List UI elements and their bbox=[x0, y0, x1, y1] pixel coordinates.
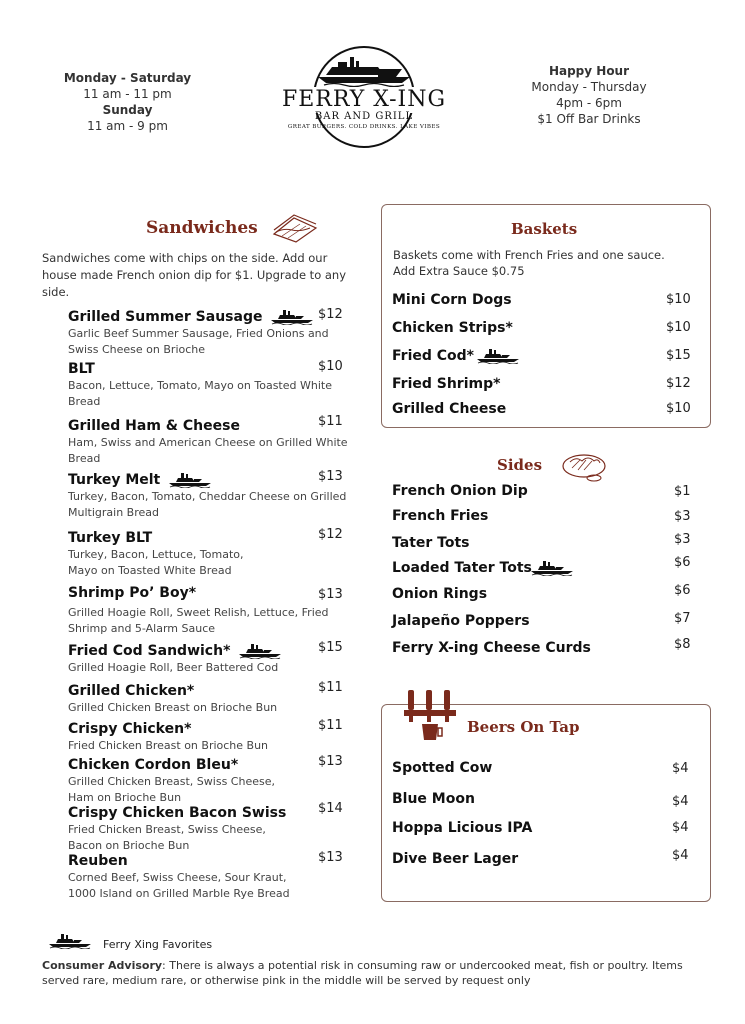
basket-item-price: $10 bbox=[666, 320, 691, 335]
item-price: $11 bbox=[318, 414, 343, 429]
ferry-boat-icon bbox=[238, 643, 282, 659]
item-desc: Fried Chicken Breast on Brioche Bun bbox=[68, 739, 269, 752]
basket-item-name: Mini Corn Dogs bbox=[392, 292, 512, 308]
side-item-name: Jalapeño Poppers bbox=[392, 613, 530, 629]
item-price: $14 bbox=[318, 801, 343, 816]
happy-hour-block bbox=[530, 63, 648, 127]
menu-item bbox=[68, 802, 348, 854]
item-desc: Grilled Chicken Breast, Swiss Cheese, Ham on Brioche Bun bbox=[68, 775, 275, 804]
item-name: Shrimp Po’ Boy* bbox=[68, 585, 197, 601]
item-price: $10 bbox=[318, 359, 343, 374]
side-item-price: $7 bbox=[674, 611, 691, 626]
beer-item-price: $4 bbox=[672, 848, 689, 863]
ferry-xing-logo bbox=[278, 45, 450, 150]
weekday-label: Monday - Saturday bbox=[63, 71, 192, 85]
item-price: $12 bbox=[318, 527, 343, 542]
item-price: $13 bbox=[318, 587, 343, 602]
menu-item bbox=[68, 754, 348, 806]
basket-item-price: $10 bbox=[666, 292, 691, 307]
beer-item-name: Spotted Cow bbox=[392, 760, 493, 776]
side-item-name: Tater Tots bbox=[392, 535, 470, 551]
item-desc: Grilled Hoagie Roll, Sweet Relish, Lettuce, Fried Shrimp and 5-Alarm Sauce bbox=[68, 606, 329, 635]
basket-item-price: $10 bbox=[666, 401, 691, 416]
menu-item bbox=[68, 680, 348, 716]
ferry-boat-icon bbox=[48, 933, 92, 949]
menu-item bbox=[68, 582, 348, 637]
ferry-boat-icon bbox=[476, 348, 520, 364]
sandwiches-intro: Sandwiches come with chips on the side. Add our house made French onion dip for $1. Upgrade to any side. bbox=[42, 251, 347, 299]
item-price: $11 bbox=[318, 680, 343, 695]
favorites-legend: Ferry Xing Favorites bbox=[103, 938, 213, 951]
item-desc: Bacon, Lettuce, Tomato, Mayo on Toasted White Bread bbox=[68, 379, 332, 408]
item-name: Grilled Summer Sausage bbox=[68, 309, 263, 325]
basket-item-name: Fried Shrimp* bbox=[392, 376, 501, 392]
item-name: BLT bbox=[68, 361, 95, 377]
side-item-name: French Onion Dip bbox=[392, 483, 528, 499]
menu-item bbox=[68, 640, 348, 676]
item-desc: Garlic Beef Summer Sausage, Fried Onions and Swiss Cheese on Brioche bbox=[68, 327, 329, 356]
beer-item-name: Dive Beer Lager bbox=[392, 851, 519, 867]
item-price: $12 bbox=[318, 307, 343, 322]
side-item-price: $1 bbox=[674, 484, 691, 499]
item-desc: Turkey, Bacon, Tomato, Cheddar Cheese on Grilled Multigrain Bread bbox=[68, 490, 347, 519]
beer-item-price: $4 bbox=[672, 820, 689, 835]
side-item-name: French Fries bbox=[392, 508, 489, 524]
menu-item bbox=[68, 358, 348, 410]
item-name: Reuben bbox=[68, 853, 128, 869]
item-price: $13 bbox=[318, 850, 343, 865]
sandwich-icon bbox=[270, 212, 320, 244]
item-name: Turkey BLT bbox=[68, 530, 153, 546]
item-name: Turkey Melt bbox=[68, 472, 161, 488]
item-desc: Ham, Swiss and American Cheese on Grilled White Bread bbox=[68, 436, 348, 465]
item-desc: Grilled Hoagie Roll, Beer Battered Cod bbox=[68, 661, 279, 674]
sandwiches-title: Sandwiches bbox=[146, 218, 258, 238]
menu-item bbox=[68, 527, 348, 579]
advisory-text: : There is always a potential risk in consuming raw or undercooked meat, fish or poultry. Items served rare, medium rare, or otherwise pink in the middle will be served by request only bbox=[42, 959, 683, 987]
beers-title: Beers On Tap bbox=[467, 718, 580, 736]
side-item-price: $6 bbox=[674, 583, 691, 598]
side-item-price: $6 bbox=[674, 555, 691, 570]
menu-item bbox=[68, 469, 348, 521]
item-name: Grilled Ham & Cheese bbox=[68, 418, 240, 434]
ferry-boat-icon bbox=[168, 472, 212, 488]
fries-basket-icon bbox=[560, 446, 608, 484]
sunday-time: 11 am - 9 pm bbox=[87, 119, 168, 133]
item-name: Crispy Chicken* bbox=[68, 721, 192, 737]
item-name: Grilled Chicken* bbox=[68, 683, 195, 699]
beer-item-price: $4 bbox=[672, 794, 689, 809]
consumer-advisory bbox=[42, 958, 702, 988]
item-desc: Corned Beef, Swiss Cheese, Sour Kraut, 1000 Island on Grilled Marble Rye Bread bbox=[68, 871, 290, 900]
logo-tagline: GREAT BURGERS. COLD DRINKS. LAKE VIBES bbox=[287, 124, 441, 130]
logo-title: FERRY X-ING bbox=[278, 87, 450, 113]
menu-item bbox=[68, 718, 348, 754]
basket-item-name: Chicken Strips* bbox=[392, 320, 513, 336]
basket-item-name: Fried Cod* bbox=[392, 348, 474, 364]
side-item-price: $3 bbox=[674, 509, 691, 524]
side-item-price: $3 bbox=[674, 532, 691, 547]
side-item-name: Onion Rings bbox=[392, 586, 488, 602]
side-item-name: Loaded Tater Tots bbox=[392, 560, 532, 576]
beer-item-price: $4 bbox=[672, 761, 689, 776]
basket-item-price: $12 bbox=[666, 376, 691, 391]
weekday-time: 11 am - 11 pm bbox=[83, 87, 172, 101]
side-item-price: $8 bbox=[674, 637, 691, 652]
item-name: Crispy Chicken Bacon Swiss bbox=[68, 805, 287, 821]
menu-item bbox=[68, 306, 348, 358]
item-price: $13 bbox=[318, 469, 343, 484]
baskets-title: Baskets bbox=[511, 220, 578, 238]
happy-hour-days: Monday - Thursday bbox=[531, 80, 647, 94]
beer-item-name: Hoppa Licious IPA bbox=[392, 820, 533, 836]
item-price: $13 bbox=[318, 754, 343, 769]
side-item-name: Ferry X-ing Cheese Curds bbox=[392, 640, 591, 656]
sunday-label: Sunday bbox=[102, 103, 153, 117]
item-price: $11 bbox=[318, 718, 343, 733]
menu-item bbox=[68, 850, 348, 902]
ferry-boat-icon bbox=[530, 560, 574, 576]
happy-hour-title: Happy Hour bbox=[548, 64, 630, 78]
sides-title: Sides bbox=[497, 456, 543, 474]
menu-item bbox=[68, 415, 348, 467]
item-desc: Grilled Chicken Breast on Brioche Bun bbox=[68, 701, 278, 714]
basket-item-price: $15 bbox=[666, 348, 691, 363]
advisory-label: Consumer Advisory bbox=[42, 959, 163, 972]
item-name: Fried Cod Sandwich* bbox=[68, 643, 231, 659]
baskets-intro: Baskets come with French Fries and one sauce. Add Extra Sauce $0.75 bbox=[393, 248, 665, 278]
hours-block bbox=[60, 70, 195, 134]
item-desc: Turkey, Bacon, Lettuce, Tomato, Mayo on Toasted White Bread bbox=[68, 548, 244, 577]
happy-hour-deal: $1 Off Bar Drinks bbox=[537, 112, 641, 126]
beer-tap-icon bbox=[402, 688, 462, 742]
beer-item-name: Blue Moon bbox=[392, 791, 475, 807]
happy-hour-time: 4pm - 6pm bbox=[556, 96, 622, 110]
item-price: $15 bbox=[318, 640, 343, 655]
basket-item-name: Grilled Cheese bbox=[392, 401, 507, 417]
item-name: Chicken Cordon Bleu* bbox=[68, 757, 239, 773]
logo-subtitle: BAR AND GRILL bbox=[314, 111, 414, 122]
item-desc: Fried Chicken Breast, Swiss Cheese, Bacon on Brioche Bun bbox=[68, 823, 266, 852]
ferry-boat-icon bbox=[270, 309, 314, 325]
